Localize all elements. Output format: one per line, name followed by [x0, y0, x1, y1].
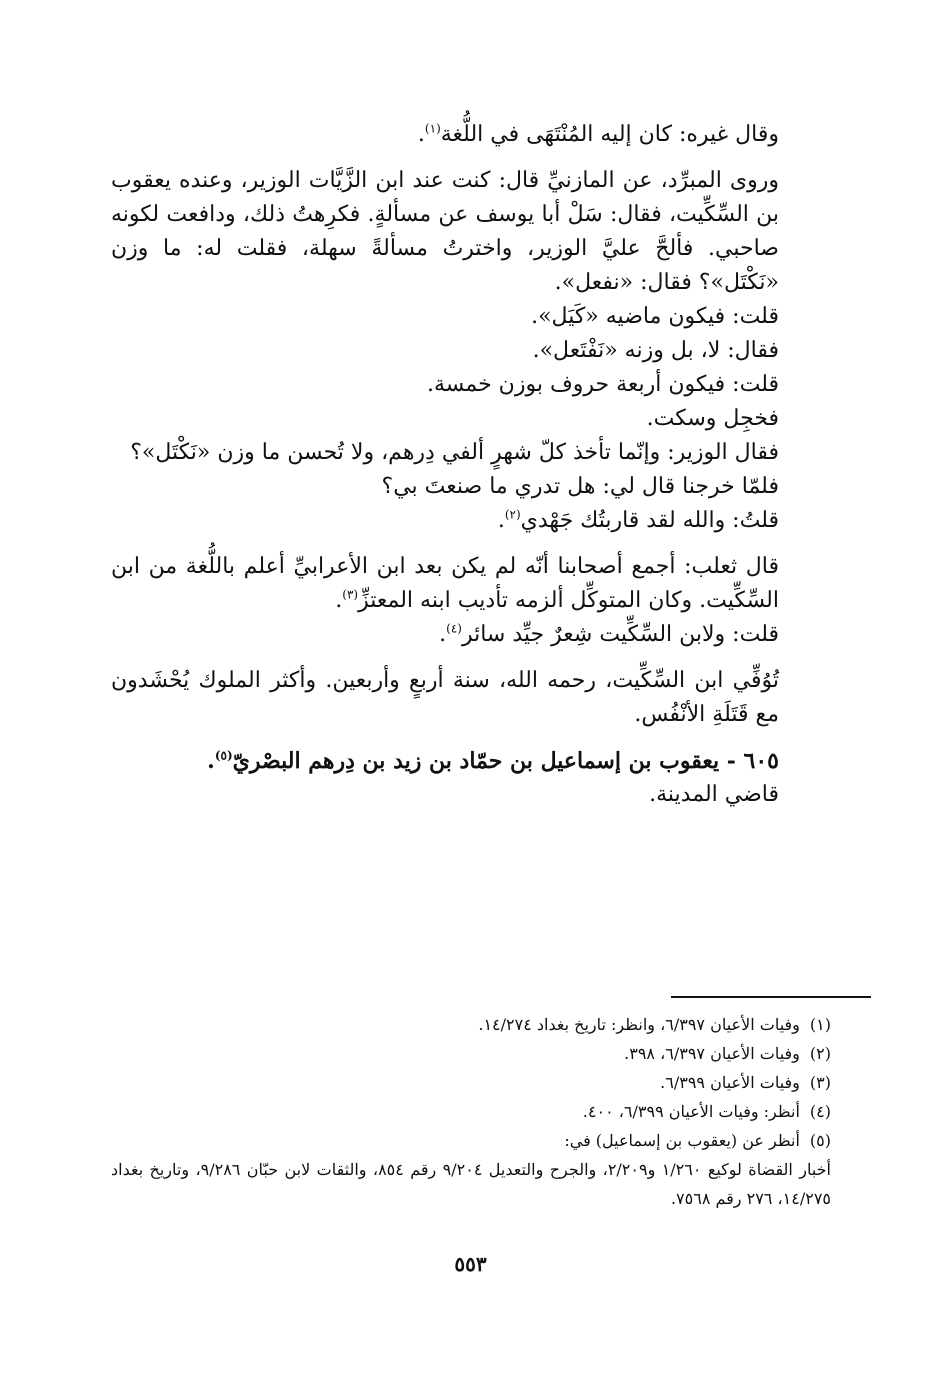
paragraph-12: تُوُفِّي ابن السِّكِّيت، رحمه الله، سنة أربعٍ وأربعين. وأكثر الملوك يُحْشَدون مع قَتَلَةِ الأنْفُس. — [111, 668, 779, 727]
footnote-3 — [111, 1068, 831, 1097]
paragraph-11-text: قلت: ولابن السِّكِّيت شِعرٌ جيِّد سائر — [461, 622, 779, 647]
footnote-ref-1[interactable]: (١) — [424, 121, 441, 136]
footnote-number: (٢) — [809, 1044, 831, 1063]
paragraph-1-text: وقال غيره: كان إليه المُنْتَهَى في اللُّغة — [440, 122, 779, 147]
paragraph-1-end: . — [417, 122, 425, 147]
footnote-text: أنظر: وفيات الأعيان ٦/٣٩٩، ٤٠٠. — [582, 1102, 800, 1121]
footnote-5-continuation: أخبار القضاة لوكيع ١/٢٦٠ و٢/٢٠٩، والجرح والتعديل ٩/٢٠٤ رقم ٨٥٤، والثقات لابن حبّان ٩/٢٨٦، وتاريخ بغداد ١٤/٢٧٥، ٢٧٦ رقم ٧٥٦٨. — [111, 1160, 832, 1208]
page-number: ٥٥٣ — [454, 1252, 487, 1276]
paragraph-9 — [111, 504, 831, 538]
entry-subtitle: قاضي المدينة. — [649, 782, 779, 807]
footnote-number: (١) — [809, 1015, 831, 1034]
footnote-2 — [111, 1039, 831, 1068]
footnote-number: (٥) — [809, 1131, 831, 1150]
main-text — [111, 118, 831, 812]
paragraph-9-end: . — [497, 508, 505, 533]
paragraph-4: فقال: لا، بل وزنه «نَفْتَعل». — [532, 338, 779, 363]
footnote-4 — [111, 1097, 831, 1126]
entry-heading-end: . — [207, 748, 215, 774]
paragraph-10-end: . — [335, 588, 343, 613]
footnote-ref-3[interactable]: (٣) — [342, 587, 359, 602]
paragraph-7: فقال الوزير: وإنّما تأخذ كلّ شهرٍ ألفي دِرهم، ولا تُحسن ما وزن «نَكْتَل»؟ — [130, 440, 779, 465]
footnote-divider — [671, 996, 871, 998]
footnote-number: (٣) — [809, 1073, 831, 1092]
entry-heading — [111, 744, 831, 778]
paragraph-5: قلت: فيكون أربعة حروف بوزن خمسة. — [426, 372, 779, 397]
footnote-text: وفيات الأعيان ٦/٣٩٧، ٣٩٨. — [624, 1044, 800, 1063]
paragraph-2: وروى المبرِّد، عن المازنيِّ قال: كنت عند ابن الزَّيَّات الوزير، وعنده يعقوب بن السِّكِّيت، فقال: سَلْ أبا يوسف عن مسألةٍ. فكرِهتُ ذلك، ودافعت لكونه صاحبي. فألحَّ عليَّ الوزير، واخترتُ مسألةً سهلة، فقلت له: ما وزن «نَكْتَل»؟ فقال: «نفعل». — [111, 168, 779, 295]
paragraph-1 — [111, 118, 831, 152]
footnote-ref-5[interactable]: (٥) — [214, 748, 233, 763]
footnote-number: (٤) — [809, 1102, 831, 1121]
footnote-text: أنظر عن (يعقوب بن إسماعيل) في: — [564, 1131, 800, 1150]
footnote-5 — [111, 1126, 831, 1155]
footnote-1 — [111, 1010, 831, 1039]
entry-heading-text: ٦٠٥ - يعقوب بن إسماعيل بن حمّاد بن زيد بن دِرهم البصْريّ — [232, 748, 779, 774]
paragraph-10-text: قال ثعلب: أجمع أصحابنا أنّه لم يكن بعد ابن الأعرابيِّ أعلم باللُّغة من ابن السِّكِّيت. وكان المتوكِّل ألزمه تأديب ابنه المعتزِّ — [111, 554, 779, 613]
paragraph-11 — [111, 618, 831, 652]
footnotes — [111, 1010, 831, 1213]
footnote-ref-4[interactable]: (٤) — [446, 621, 462, 636]
paragraph-3: قلت: فيكون ماضيه «كَيَل». — [531, 304, 779, 329]
paragraph-10 — [111, 550, 831, 618]
footnote-ref-2[interactable]: (٢) — [504, 507, 521, 522]
paragraph-11-end: . — [439, 622, 447, 647]
footnote-text: وفيات الأعيان ٦/٣٩٧، وانظر: تاريخ بغداد ١٤/٢٧٤. — [478, 1015, 800, 1034]
footnote-text: وفيات الأعيان ٦/٣٩٩. — [660, 1073, 800, 1092]
paragraph-9-text: قلتُ: والله لقد قاربتُك جَهْدي — [520, 508, 779, 533]
paragraph-8: فلمّا خرجنا قال لي: هل تدري ما صنعتَ بي؟ — [381, 474, 779, 499]
paragraph-6: فخجِل وسكت. — [646, 406, 779, 431]
